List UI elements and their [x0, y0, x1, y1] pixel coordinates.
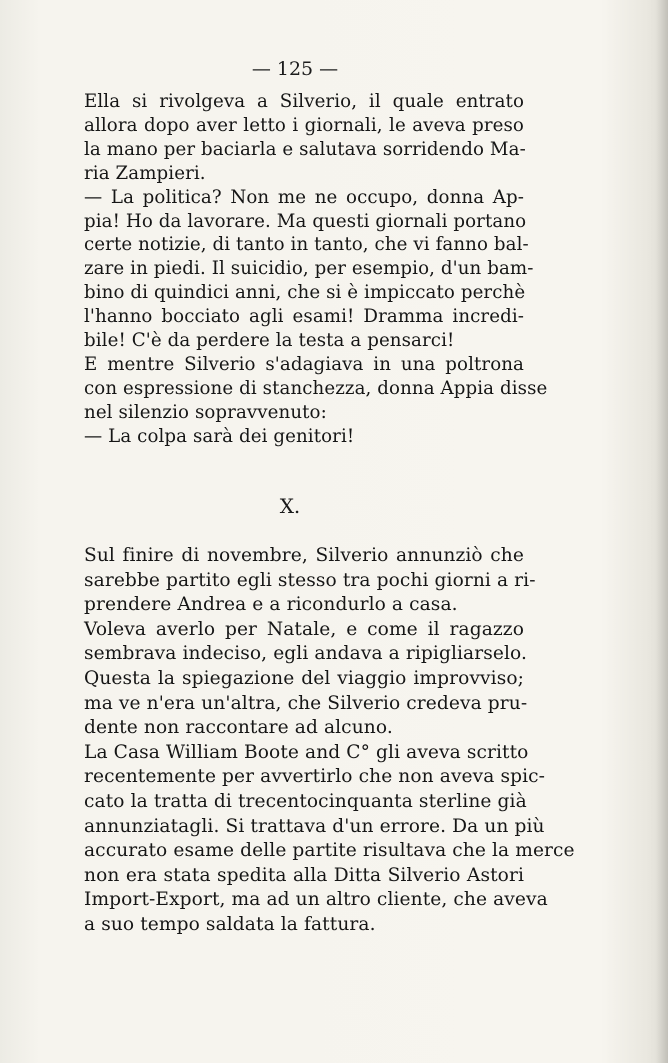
text-line: dente non raccontare ad alcuno.: [84, 717, 393, 739]
text-line: Sul finire di novembre, Silverio annunziò che: [84, 545, 524, 566]
paragraph: [84, 741, 575, 938]
text-line: Ella si rivolgeva a Silverio, il quale entrato: [84, 91, 524, 112]
text-line: La Casa William Boote and C° gli aveva scritto: [84, 741, 529, 763]
text-line: zare in piedi. Il suicidio, per esempio, d'un bam-: [84, 258, 534, 280]
paragraph: [84, 425, 524, 449]
text-section-2: [84, 544, 575, 938]
text-line: la mano per baciarla e salutava sorridendo Ma-: [84, 138, 526, 160]
text-line: bile! C'è da perdere la testa a pensarci!: [84, 330, 455, 352]
text-line: — La colpa sarà dei genitori!: [84, 425, 355, 447]
text-line: E mentre Silverio s'adagiava in una poltrona: [84, 353, 524, 375]
text-line: Import-Export, ma ad un altro cliente, che aveva: [84, 889, 548, 911]
paragraph: [84, 186, 534, 353]
text-line: ria Zampieri.: [84, 162, 206, 184]
text-line: recentemente per avvertirlo che non aveva spic-: [84, 766, 546, 788]
page-number: — 125 —: [251, 58, 339, 80]
chapter-heading: X.: [279, 494, 301, 518]
text-line: con espressione di stanchezza, donna Appia disse: [84, 377, 548, 399]
text-line: — La politica? Non me ne occupo, donna Ap-: [84, 186, 524, 208]
text-line: annunziatagli. Si trattava d'un errore. Da un più: [84, 815, 545, 837]
text-line: l'hanno bocciato agli esami! Dramma incredi-: [84, 306, 524, 328]
paragraph: [84, 618, 528, 741]
text-line: a suo tempo saldata la fattura.: [84, 913, 376, 935]
text-line: bino di quindici anni, che si è impiccato perchè: [84, 282, 526, 304]
text-line: non era stata spedita alla Ditta Silverio Astori: [84, 864, 524, 886]
text-line: nel silenzio sopravvenuto:: [84, 401, 327, 423]
text-line: Voleva averlo per Natale, e come il ragazzo: [84, 618, 524, 640]
text-section-1: [84, 90, 548, 449]
text-line: Questa la spiegazione del viaggio improvviso;: [84, 667, 524, 689]
paragraph: [84, 90, 524, 186]
text-line: cato la tratta di trecentocinquanta sterline già: [84, 790, 527, 812]
text-line: prendere Andrea e a ricondurlo a casa.: [84, 594, 458, 616]
text-line: accurato esame delle partite risultava che la merce: [84, 840, 575, 862]
paragraph: [84, 544, 536, 618]
paragraph: [84, 353, 548, 425]
text-line: ma ve n'era un'altra, che Silverio credeva pru-: [84, 692, 528, 714]
text-line: certe notizie, di tanto in tanto, che vi fanno bal-: [84, 234, 529, 256]
text-line: pia! Ho da lavorare. Ma questi giornali portano: [84, 210, 527, 232]
text-line: sarebbe partito egli stesso tra pochi giorni a ri-: [84, 569, 536, 591]
text-line: allora dopo aver letto i giornali, le aveva preso: [84, 114, 524, 136]
page-edge-shadow: [656, 0, 668, 1063]
text-line: sembrava indeciso, egli andava a ripigliarselo.: [84, 643, 527, 665]
